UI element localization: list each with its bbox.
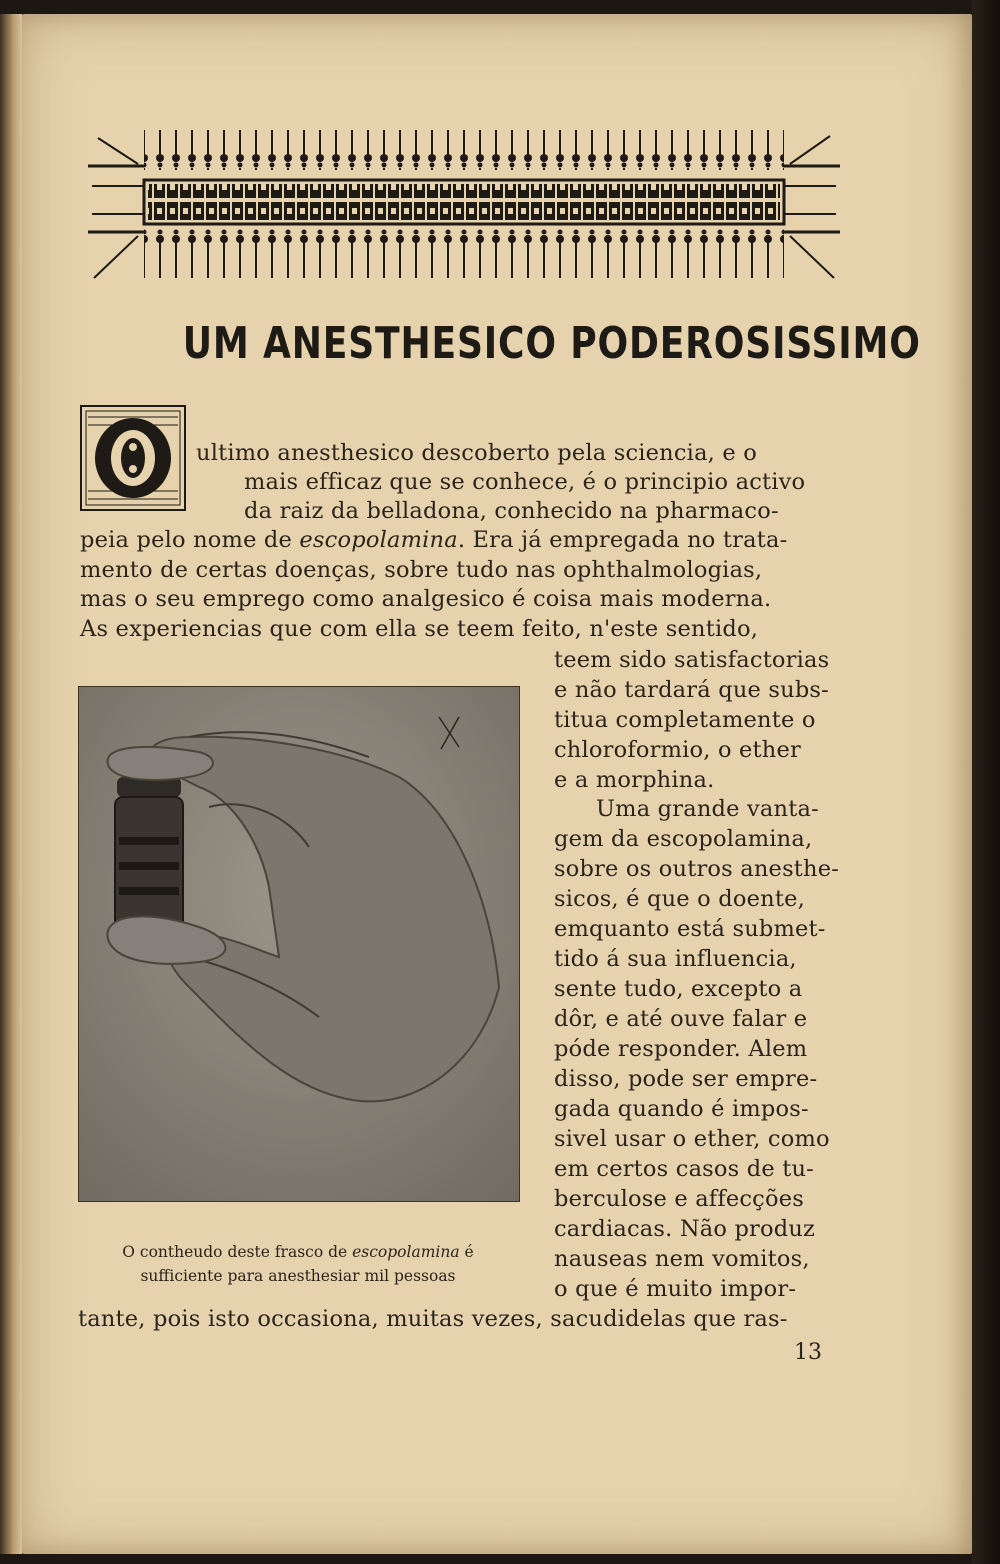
text-line: dôr, e até ouve falar e [554, 1006, 808, 1032]
text-line: teem sido satisfactorias [554, 647, 830, 673]
text-line: As experiencias que com ella se teem feito, n'este sentido, [80, 616, 759, 642]
text-line: e não tardará que subs- [554, 677, 829, 703]
page-edge-shadow [972, 0, 1000, 1564]
decorated-initial-letter [80, 405, 186, 511]
decorative-header-ornament [88, 128, 840, 288]
text-line: peia pelo nome de escopolamina. Era já empregada no trata- [80, 527, 788, 553]
italic-term: escopolamina [299, 527, 458, 553]
text-line: emquanto está submet- [554, 916, 826, 942]
page-number: 13 [794, 1340, 822, 1365]
text-line: póde responder. Alem [554, 1036, 808, 1062]
caption-line-2: sufficiente para anesthesiar mil pessoas [140, 1267, 456, 1285]
text-line: berculose e affecções [554, 1186, 804, 1212]
text-line: nauseas nem vomitos, [554, 1246, 810, 1272]
text-line: mas o seu emprego como analgesico é coisa mais moderna. [80, 586, 772, 612]
photo-hand-holding-vial [78, 686, 520, 1202]
photo-caption [78, 1240, 518, 1288]
text-line: titua completamente o [554, 707, 816, 733]
caption-line-1: O contheudo deste frasco de escopolamina é [122, 1243, 474, 1261]
article-title: UM ANESTHESICO PODEROSISSIMO [182, 318, 921, 369]
book-spine [0, 14, 22, 1554]
text-line: mais efficaz que se conhece, é o principio activo [244, 469, 806, 495]
text-line: gada quando é impos- [554, 1096, 809, 1122]
text-line: disso, pode ser empre- [554, 1066, 818, 1092]
text-line: sente tudo, excepto a [554, 976, 803, 1002]
text-line: da raiz da belladona, conhecido na pharmaco- [244, 498, 779, 524]
italic-term: escopolamina [352, 1243, 460, 1261]
text-line: gem da escopolamina, [554, 826, 813, 852]
text-line: o que é muito impor- [554, 1276, 797, 1302]
text-line: ultimo anesthesico descoberto pela sciencia, e o [196, 440, 758, 466]
text-line: em certos casos de tu- [554, 1156, 814, 1182]
text-line: e a morphina. [554, 767, 715, 793]
text-line: tante, pois isto occasiona, muitas vezes, sacudidelas que ras- [78, 1306, 788, 1332]
text-line: tido á sua influencia, [554, 946, 797, 972]
text-line: chloroformio, o ether [554, 737, 801, 763]
text-line: sivel usar o ether, como [554, 1126, 830, 1152]
text-line: sobre os outros anesthe- [554, 856, 840, 882]
text-line: sicos, é que o doente, [554, 886, 805, 912]
text-line: mento de certas doenças, sobre tudo nas ophthalmologias, [80, 557, 763, 583]
text-line: Uma grande vanta- [596, 796, 819, 822]
text-line: cardiacas. Não produz [554, 1216, 816, 1242]
